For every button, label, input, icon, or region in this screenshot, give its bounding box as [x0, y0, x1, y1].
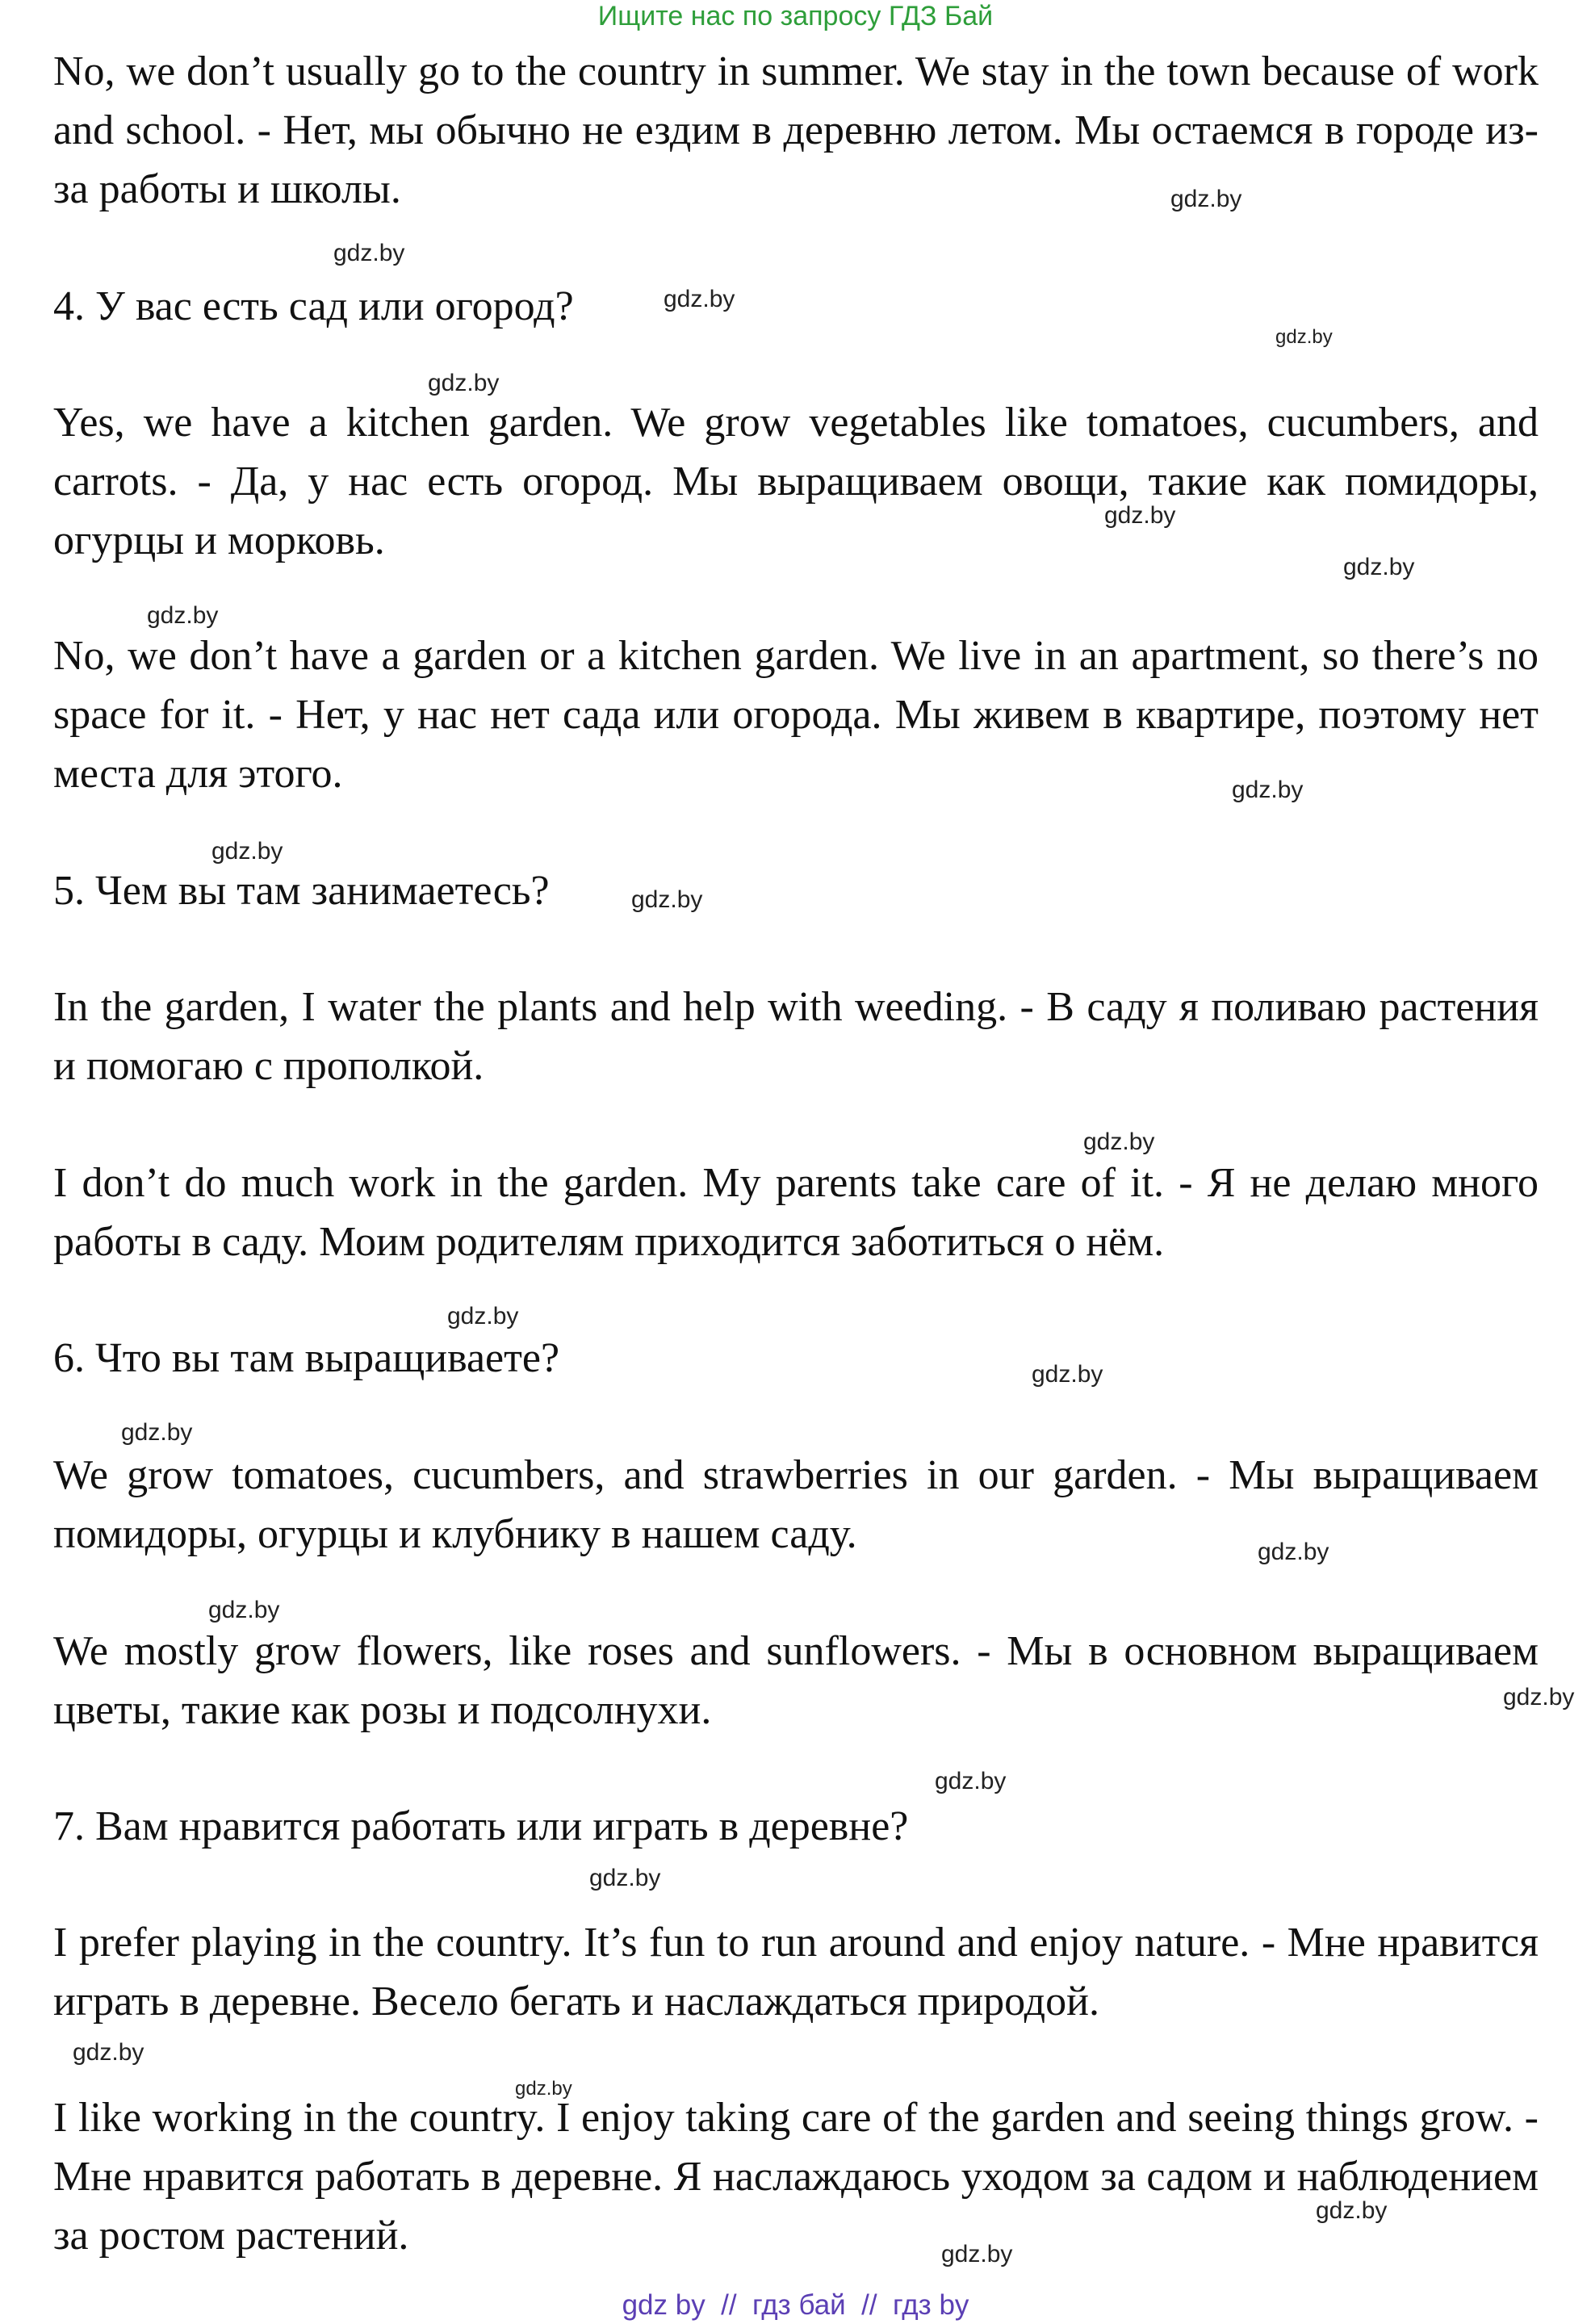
answer-paragraph: We grow tomatoes, cucumbers, and strawberries in our garden. - Мы выращиваем помидоры, огурцы и клубнику в нашем саду. — [53, 1452, 1539, 1557]
question-heading: 6. Что вы там выращиваете? — [53, 1335, 560, 1381]
header-banner: Ищите нас по запросу ГДЗ Бай — [597, 1, 994, 31]
watermark: gdz.by — [73, 2039, 144, 2066]
answer-paragraph: I don’t do much work in the garden. My parents take care of it. - Я не делаю много работы в саду. Моим родителям приходится заботиться о нём. — [53, 1160, 1539, 1265]
question-heading: 5. Чем вы там занимаетесь? — [53, 868, 550, 914]
watermark: gdz.by — [935, 1768, 1007, 1794]
watermark: gdz.by — [447, 1303, 519, 1329]
answer-paragraph: We mostly grow flowers, like roses and sunflowers. - Мы в основном выращиваем цветы, такие как розы и подсолнухи. — [53, 1628, 1539, 1733]
answer-paragraph: No, we don’t have a garden or a kitchen garden. We live in an apartment, so there’s no space for it. - Нет, у нас нет сада или огорода. Мы живем в квартире, поэтому нет места для этого. — [53, 633, 1539, 797]
watermark: gdz.by — [631, 886, 703, 913]
watermark: gdz.by — [1083, 1129, 1155, 1155]
answer-paragraph: I prefer playing in the country. It’s fun to run around and enjoy nature. - Мне нравится играть в деревне. Весело бегать и наслаждаться природой. — [53, 1920, 1539, 2025]
watermark: gdz.by — [428, 370, 500, 396]
question-heading: 4. У вас есть сад или огород? — [53, 283, 574, 329]
answer-paragraph: In the garden, I water the plants and help with weeding. - В саду я поливаю растения и помогаю с прополкой. — [53, 984, 1539, 1089]
watermark: gdz.by — [1032, 1361, 1103, 1388]
answer-paragraph: No, we don’t usually go to the country in summer. We stay in the town because of work and school. - Нет, мы обычно не ездим в деревню летом. Мы остаемся в городе из-за работы и школы. — [53, 48, 1539, 212]
watermark: gdz.by — [941, 2241, 1013, 2267]
watermark: gdz.by — [1258, 1539, 1329, 1565]
watermark: gdz.by — [1275, 326, 1333, 348]
watermark: gdz.by — [1316, 2197, 1388, 2224]
watermark: gdz.by — [333, 240, 405, 266]
watermark: gdz.by — [515, 2078, 572, 2100]
watermark: gdz.by — [1343, 554, 1415, 580]
watermark: gdz.by — [1503, 1684, 1575, 1711]
question-heading: 7. Вам нравится работать или играть в деревне? — [53, 1803, 909, 1849]
watermark: gdz.by — [208, 1597, 280, 1623]
footer-banner: gdz by // гдз бай // гдз by — [622, 2289, 969, 2321]
answer-paragraph: Yes, we have a kitchen garden. We grow vegetables like tomatoes, cucumbers, and carrots. - Да, у нас есть огород. Мы выращиваем овощи, такие как помидоры, огурцы и морковь. — [53, 400, 1539, 563]
watermark: gdz.by — [589, 1865, 661, 1891]
watermark: gdz.by — [1232, 777, 1304, 803]
answer-paragraph: I like working in the country. I enjoy taking care of the garden and seeing things grow. - Мне нравится работать в деревне. Я наслаждаюсь уходом за садом и наблюдением за ростом растений. — [53, 2095, 1539, 2259]
watermark: gdz.by — [1104, 502, 1176, 529]
watermark: gdz.by — [211, 838, 283, 865]
watermark: gdz.by — [1170, 186, 1242, 212]
watermark: gdz.by — [664, 286, 735, 312]
watermark: gdz.by — [121, 1419, 193, 1446]
watermark: gdz.by — [147, 602, 219, 629]
